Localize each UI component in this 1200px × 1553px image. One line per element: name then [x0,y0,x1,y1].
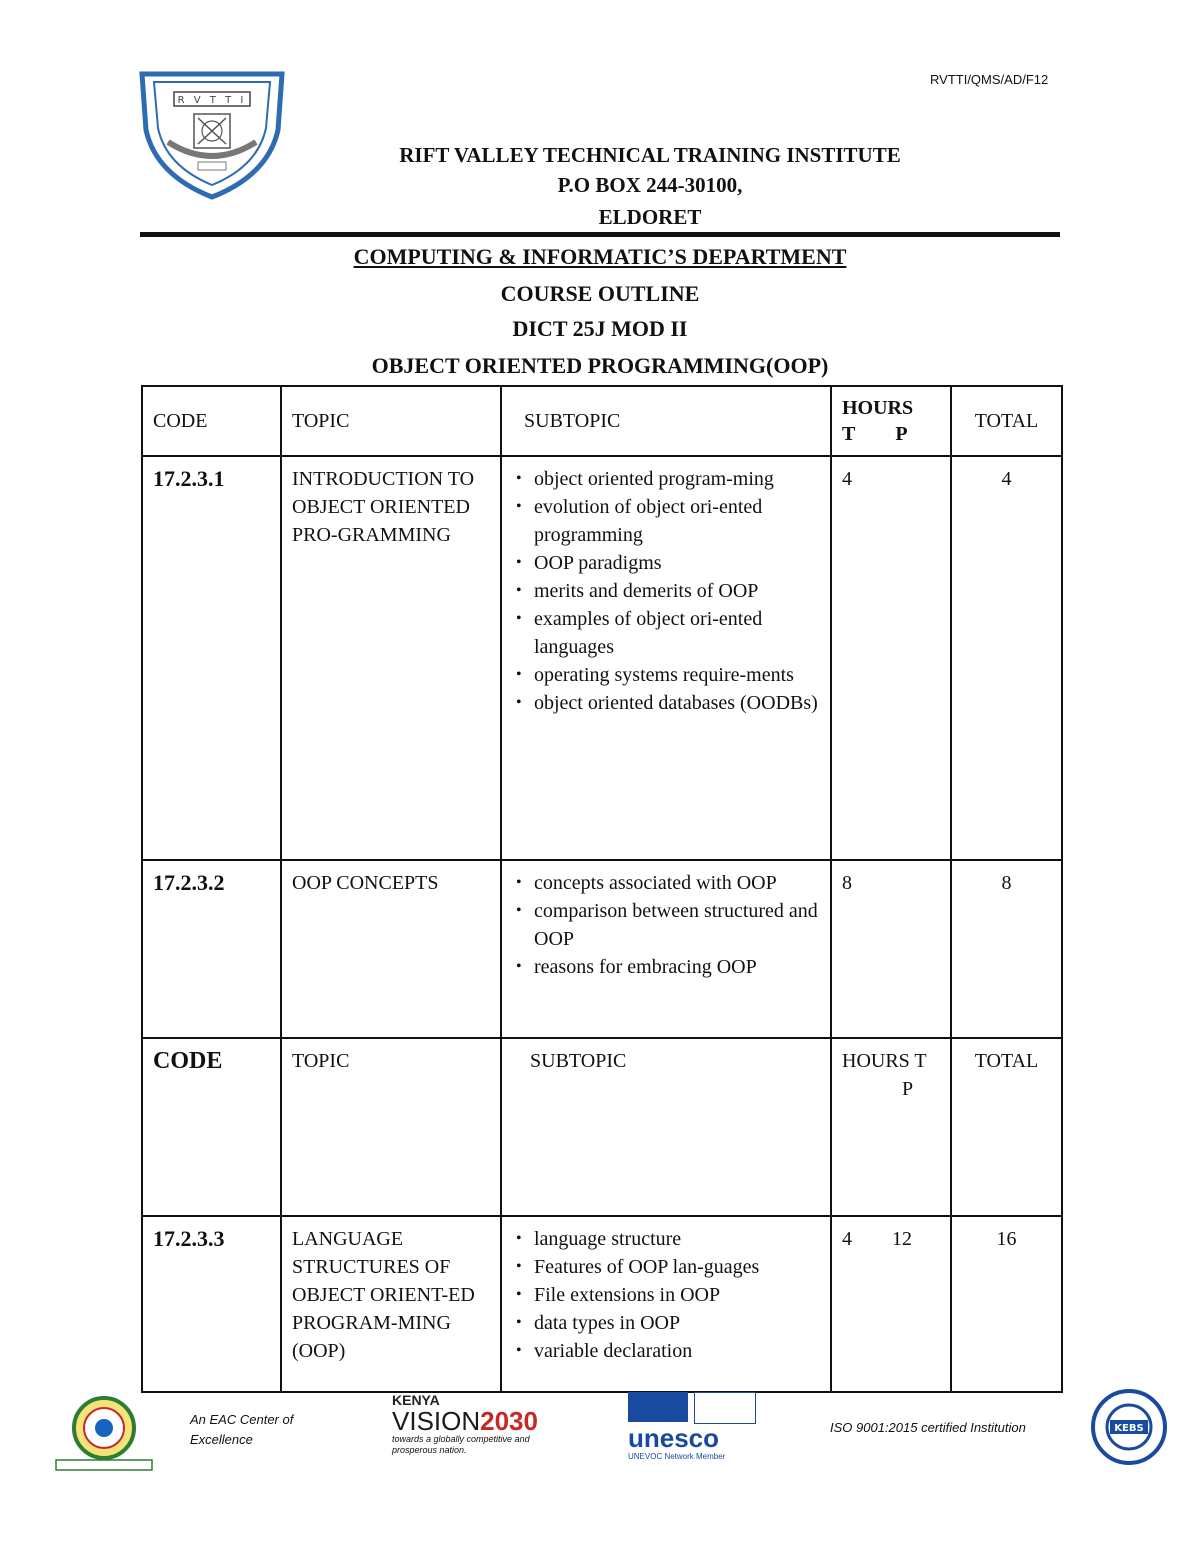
subject-title: OBJECT ORIENTED PROGRAMMING(OOP) [371,353,829,378]
header-hours-tp [842,421,940,447]
vision-word: VISION [392,1406,481,1436]
document-reference: RVTTI/QMS/AD/F12 [930,72,1049,87]
row-code: 17.2.3.3 [142,1216,281,1392]
module-code: DICT 25J MOD II [512,316,688,341]
row-subtopics [501,456,831,860]
table-row [142,1216,1062,1392]
row-hours [831,860,951,1038]
iso-certification: ISO 9001:2015 certified Institution [830,1420,1026,1435]
department-title: COMPUTING & INFORMATIC’S DEPARTMENT [353,244,847,269]
table-header-row [142,386,1062,456]
table-header-row-repeat [142,1038,1062,1216]
vision-2030-logo [392,1392,552,1472]
header-subtopic: SUBTOPIC [501,386,831,456]
institution-address: P.O BOX 244-30100, [557,173,743,197]
list-item: • operating systems require-ments [534,661,820,689]
row-hours-t: 8 [842,872,852,894]
header-code: CODE [142,1038,281,1216]
row-hours-t: 4 [842,468,852,490]
row-total: 8 [951,860,1062,1038]
unevoc-globe-icon [694,1392,756,1424]
row-hours [831,1216,951,1392]
list-item: • merits and demerits of OOP [534,577,820,605]
list-item: • examples of object ori-ented languages [534,605,820,661]
list-item: • object oriented program-ming [534,465,820,493]
table-row [142,456,1062,860]
subtopic-list [512,465,820,717]
row-topic: INTRODUCTION TO OBJECT ORIENTED PRO-GRAMMING [281,456,501,860]
list-item: • data types in OOP [534,1309,820,1337]
row-topic: OOP CONCEPTS [281,860,501,1038]
row-hours [831,456,951,860]
row-hours-t: 4 [842,1228,852,1250]
row-code: 17.2.3.2 [142,860,281,1038]
header-topic: TOPIC [281,386,501,456]
header-total: TOTAL [951,386,1062,456]
list-item: • variable declaration [534,1337,820,1365]
kebs-label: KEBS [1114,1423,1144,1434]
list-item: • language structure [534,1225,820,1253]
vision-kenya: KENYA [392,1392,440,1408]
table-row [142,860,1062,1038]
institution-name: RIFT VALLEY TECHNICAL TRAINING INSTITUTE [399,143,901,167]
vision-year: 2030 [480,1406,538,1436]
row-code: 17.2.3.1 [142,456,281,860]
subtopic-list [512,1225,820,1365]
eac-emblem-icon [50,1392,158,1474]
row-hours-p: 12 [892,1228,912,1250]
header-hours-label: HOURS [842,397,914,419]
header-hours-label: HOURS T [842,1050,927,1072]
list-item: • Features of OOP lan-guages [534,1253,820,1281]
header-hours [831,1038,951,1216]
header-code: CODE [142,386,281,456]
unesco-temple-icon [628,1392,688,1422]
header-t: T [842,423,856,445]
header-subtopic: SUBTOPIC [501,1038,831,1216]
subtopic-list [512,869,820,981]
vision-tagline: towards a globally competitive and prosperous nation. [392,1434,530,1455]
unesco-wordmark: unesco [628,1423,720,1453]
header-topic: TOPIC [281,1038,501,1216]
list-item: • concepts associated with OOP [534,869,820,897]
list-item: • File extensions in OOP [534,1281,820,1309]
list-item: • evolution of object ori-ented programming [534,493,820,549]
institution-town: ELDORET [598,205,702,229]
header-divider [140,232,1060,237]
row-total: 16 [951,1216,1062,1392]
header-p: P [895,423,908,445]
eac-caption: An EAC Center of Excellence [190,1412,294,1447]
row-subtopics [501,860,831,1038]
svg-text:R V T T I: R V T T I [177,95,247,106]
header-hours [831,386,951,456]
row-total: 4 [951,456,1062,860]
list-item: • OOP paradigms [534,549,820,577]
kebs-seal-icon [1090,1388,1168,1466]
row-subtopics [501,1216,831,1392]
header-total: TOTAL [951,1038,1062,1216]
header-p: P [902,1078,914,1100]
list-item: • reasons for embracing OOP [534,953,820,981]
document-title: COURSE OUTLINE [500,281,700,306]
list-item: • object oriented databases (OODBs) [534,689,820,717]
unevoc-caption: UNEVOC Network Member [628,1452,726,1461]
unesco-logo [628,1392,768,1464]
row-topic: LANGUAGE STRUCTURES OF OBJECT ORIENT-ED PROGRAM-MING (OOP) [281,1216,501,1392]
list-item: • comparison between structured and OOP [534,897,820,953]
course-outline-table [141,385,1063,1393]
